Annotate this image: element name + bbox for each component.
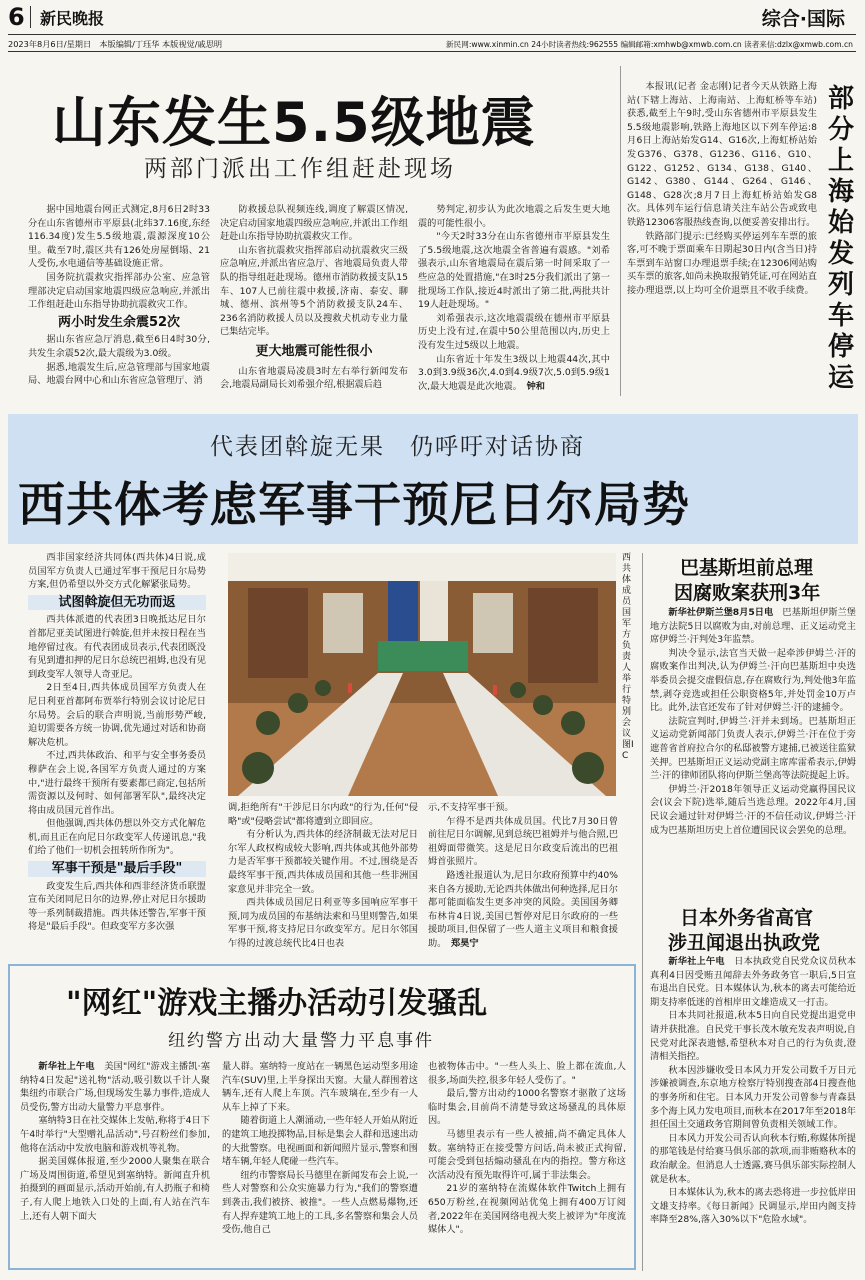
influencer-lead: 新华社上午电 (38, 1061, 95, 1072)
influencer-col2: 量人群。塞纳特一度站在一辆黑色运动型多用途汽车(SUV)里,上半身探出天窗。大量人群围着这辆车,还有人爬上车顶。汽车玻璃在,至少有一人从车上掉了下来。 随着街道上人潮涌动,一些年轻人开始从附近的建筑工地投掷物品,目标是集会人群和迅速出动的大批警察。电视画面和新闻照片显示,警察和围堵车辆,年轻人爬碰一些汽车。 纽约市警察局长马德里在新闻发布会上说,一些人对警察和公众实施暴力行为,"我们的警察遭到袭击,我们被挤、被推"。一些人点燃易爆物,还有人捍弃建筑工地上的工具,多名警察和集会人员受伤,他自己 (222, 1061, 418, 1236)
niger-sub1: 试图斡旋但无功而返 (28, 595, 206, 611)
rail-body: 本报讯(记者 金志刚)记者今天从铁路上海站(下辖上海站、上海南站、上海虹桥等车站)获悉,截至上午9时,受山东省德州市平原县发生5.5级地震影响,铁路上海地区以下列车停运:8月6日上海站始发G14、G16次,上海虹桥站始发G376、G378、G1236、G116、G10、G122、G1252、G134、G138、G140、G142、G380、G144、G264、G146、G148、G28次;8月7日上海虹桥站始发G8次。具体列车运行信息请关注车站公告或致电铁路12306客服热线查询,以便妥善安排出行。 铁路部门提示:已经购买停运列车车票的旅客,可不晚于票面乘车日期起30日内(含当日)持车票到车站窗口办理退票手续;在12306网站购买车票的旅客,如尚未换取报销凭证,可在网站直接办理退票,以上均可全价退票且不收手续费。 (627, 81, 817, 296)
quake-col2: 防救援总队视频连线,调度了解震区情况,决定启动国家地震四级应急响应,并派出工作组赶赴山东指导协助抗震救灾工作。 山东省抗震救灾指挥部启动抗震救灾三级应急响应,并派出省应急厅、省地震局负责人带队的指导组赶赴现场。德州市消防救援支队15车、107人已前往震中救援,济南、泰安、聊城、德州、滨州等5个消防救援支队24车、236名消防救援人员以及搜救犬机动专业力量已集结完毕。 更大地震可能性很小 山东省地震局凌晨3时左右举行新闻发布会,地震局副局长刘希强介绍,根据震后趋 (220, 204, 408, 391)
contact-line: 新民网:www.xinmin.cn 24小时读者热线:962555 编辑邮箱:xmhwb@xmwb.com.cn 读者来信:dzlx@xmwb.com.cn (446, 40, 853, 49)
niger-col3: 示,不支持军事干预。 乍得不是西共体成员国。代比7月30日曾前往尼日尔调解,见到总统巴祖姆并与他合照,巴祖姆面带微笑。这是尼日尔政变后流出的巴祖姆首张照片。 路透社报道认为,尼日尔政府预算中约40%来自各方援助,无论西共体做出何种选择,尼日尔都可能面临发生更多冲突的风险。美国国务卿布林肯4日说,美国已暂停对尼日尔政府的一些援助项目,但保留了一些人道主义项目和粮食援助。 郑昊宁 (428, 802, 618, 949)
date-line: 2023年8月6日/星期日 本版编辑/丁珏华 本版视觉/戚思明 (8, 39, 223, 49)
pakistan-lead: 新华社伊斯兰堡8月5日电 (668, 607, 774, 618)
influencer-col3: 也被物体击中。"一些人头上、脸上都在流血,人很多,场面失控,很多年轻人受伤了。" 最后,警方出动约1000名警察才驱散了这场临时集会,目前尚不清楚导致这场骚乱的具体原因。 马德里表示有一些人被捕,尚不确定具体人数。塞纳特正在接受警方问话,尚未被正式拘留,可能会受到包括煽动骚乱在内的指控。警方称这次活动没有预先取得许可,属于非法集会。 21岁的塞纳特在流媒体软件Twitch上拥有650万粉丝,在视频网站优兔上拥有400万订阅者,2022年在美国网络电视大奖上被评为"年度流媒体人"。 (428, 1061, 626, 1236)
meeting-photo (228, 553, 616, 796)
japan-body: 新华社上午电 日本执政党自民党众议员秋本真利4日因受贿丑闻辞去外务政务官一职后,5日宣布退出自民党。日本媒体认为,秋本的离去可能给近期支持率低迷的首相岸田文雄造成又一打击。 日本共同社报道,秋本5日向自民党提出退党申请并获批准。自民党干事长茂木敏充发表声明说,自民党对此深表遗憾,希望秋本对自己的行为负责,澄清相关指控。 秋本因涉嫌收受日本风力开发公司数千万日元涉嫌被调查,东京地方检察厅特别搜查部4日搜查他的事务所和住宅。日本风力开发公司曾参与青森县多个海上风力发电项目,而秋本在2017年至2018年担任国土交通政务官期间曾负责相关领域工作。 日本风力开发公司否认向秋本行贿,称媒体所提的那笔钱是付给赛马俱乐部的款项,而非贿赂秋本的政治献金。但消息人士透露,赛马俱乐部实际控制人就是秋本。 日本媒体认为,秋本的离去恐将进一步拉低岸田文雄支持率。《每日新闻》民调显示,岸田内阁支持率降至28%,落入30%以下"危险水域"。 (650, 956, 856, 1226)
quake-sub2: 更大地震可能性很小 (255, 343, 373, 359)
page-number: 6 (8, 3, 25, 31)
niger-sub2: 军事干预是"最后手段" (28, 861, 206, 877)
influencer-subhead: 纽约警方出动大量警力平息事件 (168, 1031, 434, 1051)
japan-headline-2: 涉丑闻退出执政党 (668, 932, 821, 954)
japan-headline-1: 日本外务省高官 (680, 907, 814, 929)
paper-name: 新民晚报 (40, 9, 105, 28)
photo-credit: 图IC (622, 740, 634, 761)
pakistan-body: 新华社伊斯兰堡8月5日电 巴基斯坦伊斯兰堡地方法院5日以腐败为由,对前总理、正义运动党主席伊姆兰·汗判处3年监禁。 判决令显示,法官当天做一起牵涉伊姆兰·汗的腐败案作出判决,认为伊姆兰·汗向巴基斯坦中央选举委员会提交虚假信息,存在腐败行为,判处他3年监禁,剥夺竞选或担任公职资格5年,并处罚金10万卢比。此外,法官还发布了针对伊姆兰·汗的逮捕令。 法院宣判时,伊姆兰·汗并未到场。巴基斯坦正义运动党新闻部门负责人表示,伊姆兰·汗在位于旁遮普省首府拉合尔的私邸被警方逮捕,已被送往监狱关押。巴基斯坦正义运动党副主席库雷希表示,伊姆兰·汗的律师团队将向伊斯兰堡高等法院提起上诉。 伊姆兰·汗2018年领导正义运动党赢得国民议会(议会下院)选举,随后当选总理。2022年4月,国民议会通过针对伊姆兰·汗的不信任动议,伊姆兰·汗成为巴基斯坦历史上首位遭国民议会罢免的总理。 (650, 607, 856, 836)
niger-col1: 西非国家经济共同体(西共体)4日说,成员国军方负责人已通过军事干预尼日尔局势方案,但仍希望以外交方式化解紧张局势。 试图斡旋但无功而返 西共体派遣的代表团3日晚抵达尼日尔首都尼亚美试图进行斡旋,但并未按日程在当地停留过夜。有代表团成员表示,代表团既没有见到遭扣押的尼日尔总统巴祖姆,也没有见到政变军人领导人奇亚尼。 2日至4日,西共体成员国军方负责人在尼日利亚首都阿布贾举行特别会议讨论尼日尔局势。会后的联合声明说,当前形势严峻,迫切需要各方统一协调,优先通过对话和协商解决危机。 不过,西共体政治、和平与安全事务委员穆萨在会上说,各国军方负责人通过的方案中,"进行最终干预所有要素都已商定,包括所需资源以及何时、如何部署军队",最终决定将由成员国元首作出。 但他强调,西共体仍想以外交方式化解危机,而且正在向尼日尔政变军人传递讯息,"我们给了他们一切机会扭转所作所为"。 军事干预是"最后手段" 政变发生后,西共体和西非经济货币联盟宣布关闭同尼日尔的边界,停止对尼日尔援助等一系列制裁措施。西共体还警告,军事干预将是"最后手段"。但政变军方多次强 (28, 552, 206, 933)
quake-col1: 据中国地震台网正式测定,8月6日2时33分在山东省德州市平原县(北纬37.16度,东经116.34度)发生5.5级地震,震源深度10公里。截至7时,震区共有126处房屋倒塌、21人受伤,水电通信等基础设施正常。 国务院抗震救灾指挥部办公室、应急管理部决定启动国家地震四级应急响应,并派出工作组赶赴山东指导协助抗震救灾工作。 两小时发生余震52次 据山东省应急厅消息,截至6日4时30分,共发生余震52次,最大震级为3.0级。 据悉,地震发生后,应急管理部与国家地震局、地震台网中心和山东省应急管理厅、消 (28, 204, 210, 387)
japan-lead: 新华社上午电 (668, 956, 725, 967)
quake-byline: 钟和 (526, 380, 545, 392)
pakistan-headline-1: 巴基斯坦前总理 (680, 557, 814, 579)
meeting-photo-icon (228, 553, 616, 796)
influencer-col1: 新华社上午电 美国"网红"游戏主播凯·塞纳特4日发起"送礼物"活动,吸引数以千计人聚集纽约市联合广场,但现场发生暴力事件,造成人员受伤,警方出动大量警力平息事件。 塞纳特3日在社交媒体上发帖,称将于4日下午4时举行"大型赠礼品活动",号召粉丝们参加,他将在活动中发放电脑和游戏机等礼物。 据美国媒体报道,至少2000人聚集在联合广场及周围街道,希望见到塞纳特。新闻直升机拍摄到的画面显示,活动开始前,有人扔瓶子和椅子,有人爬上地铁入口处的上面,有人站在汽车上,还有人朝下面大 (20, 1061, 210, 1222)
photo-caption: 西共体成员国军方负责人举行特别会议 图IC (622, 553, 634, 761)
niger-byline: 郑昊宁 (450, 937, 479, 949)
quake-sub1: 两小时发生余震52次 (57, 314, 181, 330)
niger-headline: 西共体考虑军事干预尼日尔局势 (18, 478, 690, 533)
rail-headline: 部分上海始发列车停运 (828, 84, 855, 393)
niger-kicker: 代表团斡旋无果 仍呼吁对话协商 (210, 434, 585, 460)
quake-col3: 势判定,初步认为此次地震之后发生更大地震的可能性很小。 "今天2时33分在山东省德州市平原县发生了5.5级地震,这次地震全省普遍有震感。"刘希强表示,山东省地震局在震后第一时间采取了一些应急的处置措施,"在3时25分我们派出了第一批现场工作队,接近4时派出了第二批,两批共计19人赶赴现场。" 刘希强表示,这次地震震级在德州市平原县历史上没有过,在震中50公里范围以内,历史上没有发生过5级以上地震。 山东省近十年发生3级以上地震44次,其中3.0到3.9级36次,4.0到4.9级7次,5.0到5.9级1次,最大地震是此次地震。 钟和 (418, 204, 610, 392)
influencer-headline: "网红"游戏主播办活动引发骚乱 (66, 986, 488, 1021)
quake-subhead: 两部门派出工作组赶赴现场 (144, 156, 456, 182)
section-name: 综合·国际 (761, 8, 845, 30)
masthead (0, 0, 865, 52)
pakistan-headline-2: 因腐败案获刑3年 (674, 582, 821, 604)
niger-col2: 调,拒绝所有"干涉尼日尔内政"的行为,任何"侵略"或"侵略尝试"都将遭到立即回应。 有分析认为,西共体的经济制裁无法对尼日尔军人政权构成较大影响,西共体或其他外部势力是否军事干预都较关键作用。不过,围绕是否最终军事干预,西共体成员国和其他一些非洲国家意见并非完全一致。 西共体成员国尼日利亚等多国响应军事干预,同为成员国的布基纳法索和马里则警告,如果军事干预,将支持尼日尔政变军方。尼日尔邻国乍得的过渡总统代比4日也表 (228, 802, 418, 949)
quake-headline: 山东发生5.5级地震 (52, 91, 536, 154)
